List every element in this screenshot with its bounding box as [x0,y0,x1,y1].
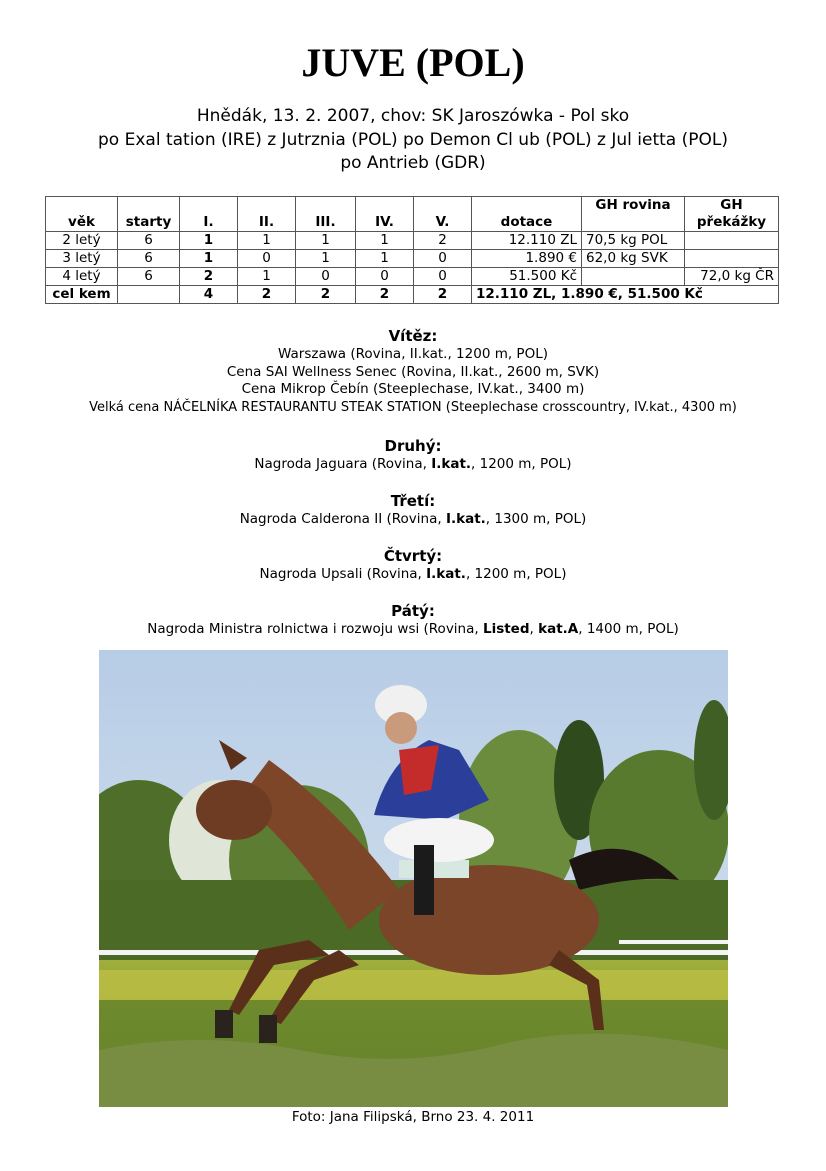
section-heading: Vítěz: [388,327,438,345]
winner-section [0,326,826,416]
list-item [0,621,826,639]
col-header-gh-flat: GH rovina [582,197,685,232]
section-heading: Pátý: [391,602,435,620]
cell-third: 1 [296,232,356,250]
cell-age: 3 letý [46,250,118,268]
cell-second: 1 [238,232,296,250]
col-header-gh-hurdles: GH překážky [685,197,779,232]
cell-fifth: 0 [414,250,472,268]
cell-third: 0 [296,268,356,286]
cell-first: 1 [180,250,238,268]
horse-info-line: Hnědák, 13. 2. 2007, chov: SK Jaroszówka - Pol sko [196,106,630,126]
col-header-fourth: IV. [356,197,414,232]
col-header-fifth: V. [414,197,472,232]
race-text: , [529,621,539,637]
race-category: I.kat. [426,566,466,582]
table-row [46,232,779,250]
cell-fifth: 0 [414,268,472,286]
table-row [46,268,779,286]
pedigree-line-2: po Antrieb (GDR) [340,153,486,173]
cell-age: 4 letý [46,268,118,286]
fourth-place-section [0,546,826,584]
cell-starts: 6 [118,250,180,268]
race-text: Nagroda Jaguara (Rovina, [254,456,432,472]
second-place-section [0,436,826,474]
race-text: Nagroda Calderona II (Rovina, [239,511,446,527]
cell-total-fifth: 2 [414,286,472,304]
cell-prize: 12.110 ZL [472,232,582,250]
race-text: , 1200 m, POL) [471,456,572,472]
section-heading: Čtvrtý: [383,547,443,565]
page-title: JUVE (POL) [301,40,525,85]
cell-fourth: 0 [356,268,414,286]
cell-first: 2 [180,268,238,286]
race-text: Nagroda Ministra rolnictwa i rozwoju wsi (Rovina, [147,621,483,637]
fifth-place-section [0,601,826,639]
cell-fifth: 2 [414,232,472,250]
race-category: I.kat. [431,456,472,472]
pedigree-line: po Exal tation (IRE) z Jutrznia (POL) po Demon Cl ub (POL) z Jul ietta (POL) [98,130,728,150]
race-text: , 1300 m, POL) [485,511,587,527]
race-stats-table [45,196,779,304]
table-total-row [46,286,779,304]
horse-photo [99,650,728,1107]
col-header-first: I. [180,197,238,232]
race-text: Nagroda Upsali (Rovina, [259,566,427,582]
cell-total-first: 4 [180,286,238,304]
cell-gh-flat: 70,5 kg POL [582,232,685,250]
list-item: Velká cena NÁČELNÍKA RESTAURANTU STEAK STATION (Steeplechase crosscountry, IV.kat., 4300 m) [89,399,737,415]
cell-starts: 6 [118,268,180,286]
list-item: Cena SAI Wellness Senec (Rovina, II.kat., 2600 m, SVK) [226,363,600,380]
list-item [0,456,826,474]
list-item [0,511,826,529]
col-header-age: věk [46,197,118,232]
race-category: Listed [482,621,530,637]
table-row [46,250,779,268]
third-place-section [0,491,826,529]
cell-third: 1 [296,250,356,268]
cell-total-starts [118,286,180,304]
cell-gh-flat [582,268,685,286]
list-item: Warszawa (Rovina, II.kat., 1200 m, POL) [278,346,548,362]
cell-starts: 6 [118,232,180,250]
cell-total-label: cel kem [46,286,118,304]
cell-total-third: 2 [296,286,356,304]
section-heading: Druhý: [384,437,442,455]
race-text: , 1200 m, POL) [465,566,567,582]
cell-total-fourth: 2 [356,286,414,304]
cell-prize: 1.890 € [472,250,582,268]
race-text: , 1400 m, POL) [578,621,679,637]
col-header-second: II. [238,197,296,232]
section-heading: Třetí: [390,492,436,510]
cell-second: 0 [238,250,296,268]
cell-prize: 51.500 Kč [472,268,582,286]
race-category: I.kat. [445,511,486,527]
photo-caption: Foto: Jana Filipská, Brno 23. 4. 2011 [291,1109,535,1125]
cell-gh-hurdles: 72,0 kg ČR [685,268,779,286]
cell-age: 2 letý [46,232,118,250]
list-item [0,566,826,584]
list-item: Cena Mikrop Čebín (Steeplechase, IV.kat., 3400 m) [241,381,585,397]
cell-gh-hurdles [685,232,779,250]
cell-first: 1 [180,232,238,250]
col-header-prize: dotace [472,197,582,232]
cell-fourth: 1 [356,232,414,250]
cell-gh-hurdles [685,250,779,268]
cell-fourth: 1 [356,250,414,268]
col-header-third: III. [296,197,356,232]
cell-total-second: 2 [238,286,296,304]
cell-total-prize: 12.110 ZL, 1.890 €, 51.500 Kč [472,286,779,304]
cell-gh-flat: 62,0 kg SVK [582,250,685,268]
table-header-row [46,197,779,232]
race-category: kat.A [538,621,579,637]
col-header-starts: starty [118,197,180,232]
cell-second: 1 [238,268,296,286]
